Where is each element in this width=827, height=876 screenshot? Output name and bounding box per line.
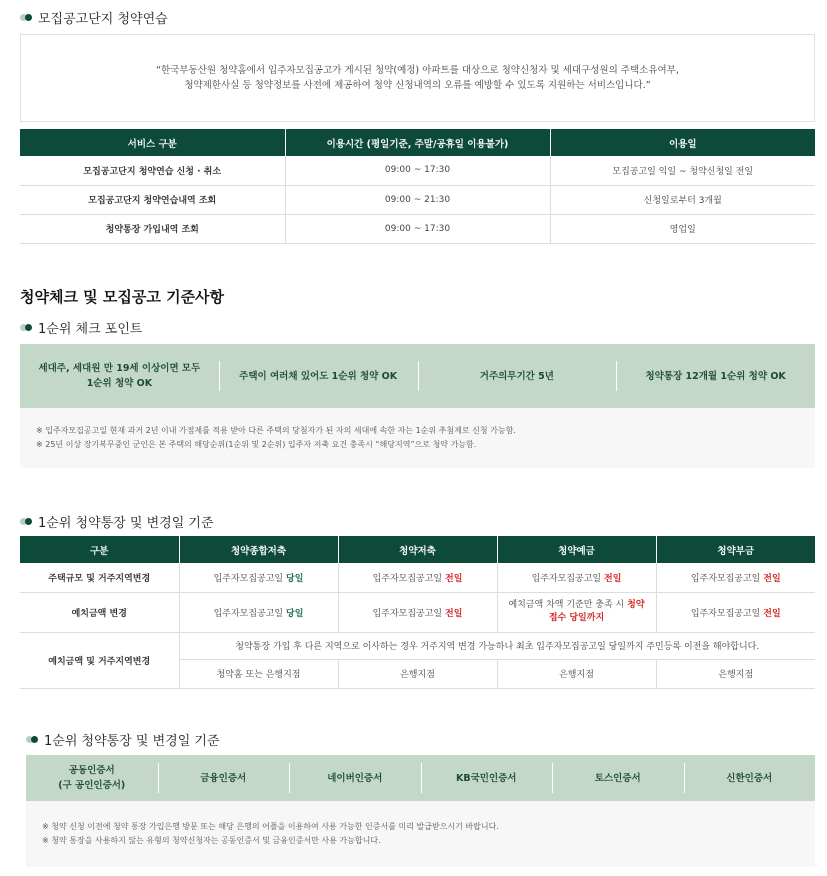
table-cell: 입주자모집공고일 전일: [656, 592, 815, 632]
table-cell: 주택규모 및 거주지역변경: [20, 563, 179, 592]
table-cell: 영업일: [550, 214, 815, 243]
table-header: 구분: [20, 536, 179, 563]
checkpoint-box: [20, 344, 815, 408]
table-cell: 모집공고단지 청약연습내역 조회: [20, 185, 285, 214]
bullet-dots-icon: [20, 324, 32, 331]
section-title: 1순위 청약통장 및 변경일 기준: [38, 516, 214, 531]
table-cell: 예치금액 차액 기준만 충족 시 청약 접수 당일까지: [497, 592, 656, 632]
checkpoint-line: 1순위 청약 OK: [86, 378, 153, 389]
table-cell: 예치금액 변경: [20, 592, 179, 632]
certificate-item: 신한인증서: [684, 771, 816, 786]
checkpoint-item: [20, 361, 219, 391]
certificate-notes: [26, 801, 815, 867]
checkpoint-notes: [20, 408, 815, 468]
table-cell: 09:00 ~ 17:30: [285, 214, 550, 243]
table-header: 청약부금: [656, 536, 815, 563]
bullet-dots-icon: [26, 736, 38, 743]
section-header-checkpoint: [20, 318, 142, 337]
intro-line: 청약제한사실 등 청약정보를 사전에 제공하여 청약 신청내역의 오류를 예방할 수 있도록 지원하는 서비스입니다.”: [184, 80, 651, 91]
section-header-practice: [20, 8, 168, 27]
table-header: 청약저축: [338, 536, 497, 563]
table-cell: 입주자모집공고일 전일: [338, 563, 497, 592]
note-line: ※ 청약 신청 이전에 청약 통장 가입은행 방문 또는 해당 은행의 어플을 이용하여 사용 가능한 인증서를 미리 발급받으시기 바랍니다.: [42, 822, 499, 831]
bullet-dots-icon: [20, 14, 32, 21]
intro-line: “한국부동산원 청약홈에서 입주자모집공고가 게시된 청약(예정) 아파트를 대상으로 청약신청자 및 세대구성원의 주택소유여부,: [156, 65, 679, 76]
table-header: 청약종합저축: [179, 536, 338, 563]
table-cell: 입주자모집공고일 전일: [338, 592, 497, 632]
checkpoint-line: 세대주, 세대원 만 19세 이상이면 모두: [38, 363, 201, 374]
note-line: ※ 입주자모집공고일 현재 과거 2년 이내 가점제를 적용 받아 다른 주택의 당첨자가 된 자의 세대에 속한 자는 1순위 추첨제로 신청 가능함.: [36, 426, 516, 435]
bullet-dots-icon: [20, 518, 32, 525]
table-row: [20, 563, 815, 592]
table-header: 이용시간 (평일기준, 주말/공휴일 이용불가): [285, 129, 550, 156]
table-cell: 은행지점: [497, 659, 656, 688]
account-change-table: [20, 536, 815, 689]
section-title: 1순위 청약통장 및 변경일 기준: [44, 734, 220, 749]
table-cell: 은행지점: [338, 659, 497, 688]
checkpoint-item: 청약통장 12개월 1순위 청약 OK: [616, 369, 815, 384]
table-row: [20, 632, 815, 659]
table-cell: 입주자모집공고일 전일: [497, 563, 656, 592]
table-cell: 입주자모집공고일 당일: [179, 592, 338, 632]
certificate-item: 네이버인증서: [289, 771, 421, 786]
table-cell: 09:00 ~ 21:30: [285, 185, 550, 214]
section-title: 1순위 체크 포인트: [38, 322, 143, 337]
table-cell: 청약홈 또는 은행지점: [179, 659, 338, 688]
section-title: 모집공고단지 청약연습: [38, 12, 168, 27]
table-row: [20, 185, 815, 214]
certificate-item: 금융인증서: [158, 771, 290, 786]
table-cell: 모집공고단지 청약연습 신청 · 취소: [20, 156, 285, 185]
certificate-line: 공동인증서: [68, 765, 115, 776]
intro-box: [20, 34, 815, 122]
checkpoint-item: 주택이 여러채 있어도 1순위 청약 OK: [219, 369, 418, 384]
section-header-account-change: [20, 512, 214, 531]
table-header: 청약예금: [497, 536, 656, 563]
table-cell: 예치금액 및 거주지역변경: [20, 632, 179, 688]
table-header: 이용일: [550, 129, 815, 156]
certificate-item: 토스인증서: [552, 771, 684, 786]
note-line: ※ 25년 이상 장기복무중인 군인은 본 주택의 해당순위(1순위 및 2순위) 입주자 저축 요건 충족시 “해당지역”으로 청약 가능함.: [36, 440, 477, 449]
certificate-line: (구 공인인증서): [58, 780, 126, 791]
table-cell: 입주자모집공고일 당일: [179, 563, 338, 592]
table-header: 서비스 구분: [20, 129, 285, 156]
table-cell: 청약통장 가입내역 조회: [20, 214, 285, 243]
note-line: ※ 청약 통장을 사용하지 않는 유형의 청약신청자는 공동인증서 및 금융인증서만 사용 가능합니다.: [42, 836, 381, 845]
table-cell: 09:00 ~ 17:30: [285, 156, 550, 185]
table-cell-notice: 청약통장 가입 후 다른 지역으로 이사하는 경우 거주지역 변경 가능하나 최초 입주자모집공고일 당일까지 주민등록 이전을 해야합니다.: [179, 632, 815, 659]
certificate-box: [26, 755, 815, 801]
table-cell: 입주자모집공고일 전일: [656, 563, 815, 592]
table-cell: 은행지점: [656, 659, 815, 688]
section-header-certificates: [26, 730, 220, 749]
table-row: [20, 156, 815, 185]
table-row: [20, 592, 815, 632]
checkpoint-item: 거주의무기간 5년: [418, 369, 617, 384]
certificate-item: KB국민인증서: [421, 771, 553, 786]
page-section-title: 청약체크 및 모집공고 기준사항: [20, 288, 225, 306]
table-cell: 신청일로부터 3개월: [550, 185, 815, 214]
certificate-item: [26, 763, 158, 793]
service-table: [20, 129, 815, 244]
table-cell: 모집공고일 익일 ~ 청약신청일 전일: [550, 156, 815, 185]
table-row: [20, 214, 815, 243]
